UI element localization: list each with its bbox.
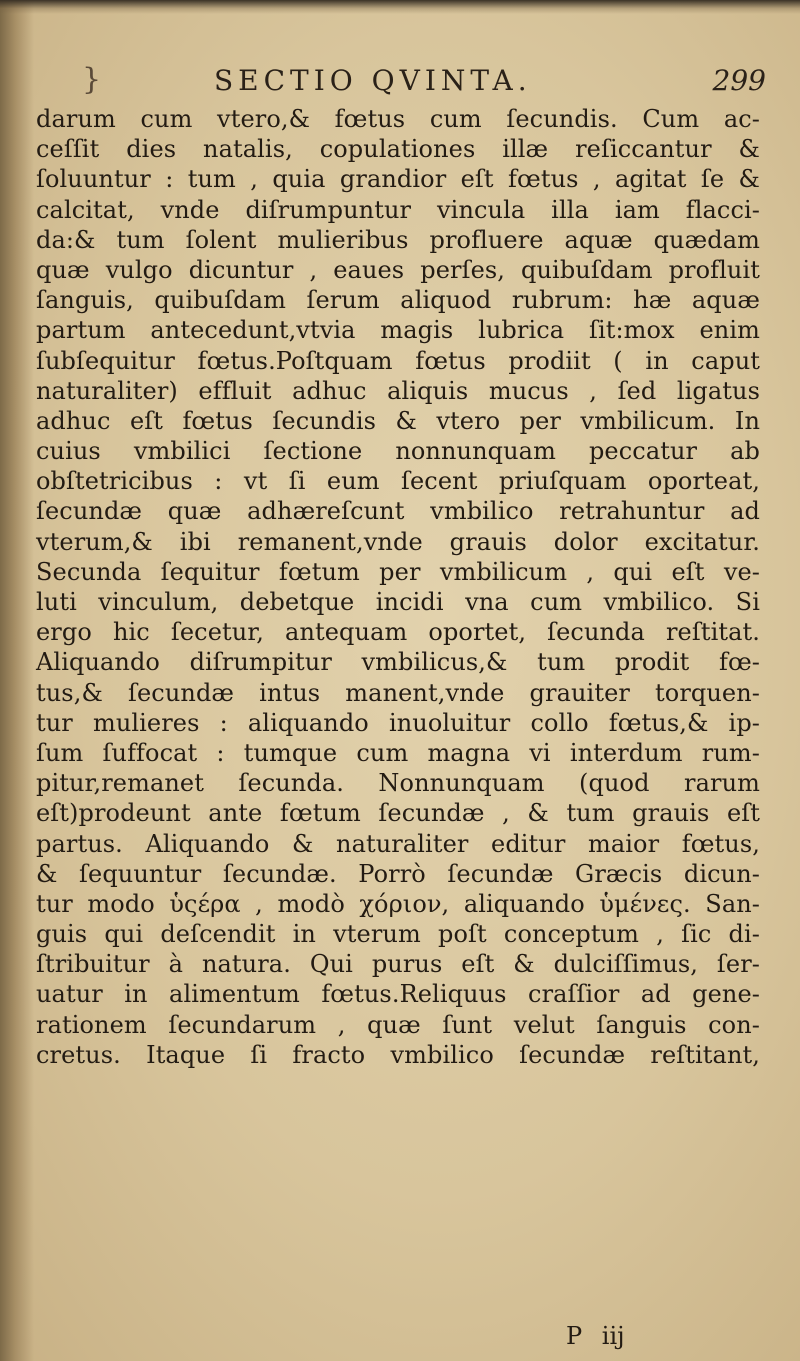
text-line: da:& tum ſolent mulieribus profluere aquæ quædam — [36, 225, 760, 254]
text-line: partus. Aliquando & naturaliter editur maior fœtus, — [36, 829, 760, 858]
text-line: ceſſit dies natalis, copulationes illæ reſiccantur & — [36, 135, 760, 164]
text-line: Secunda ſequitur fœtum per vmbilicum , qui eſt ve- — [36, 557, 760, 586]
text-line: obſtetricibus : vt ſi eum ſecent priuſquam oporteat, — [36, 467, 760, 496]
signature-line — [36, 1322, 760, 1354]
text-line: quæ vulgo dicuntur , eaues perſes, quibuſdam profluit — [36, 255, 760, 284]
page-number: 299 — [712, 64, 766, 97]
text-line: eſt)prodeunt ante fœtum ſecundæ , & tum grauis eſt — [36, 799, 760, 828]
running-head — [36, 62, 766, 102]
text-line: partum antecedunt,vtvia magis lubrica ſit:mox enim — [36, 316, 760, 345]
text-line: rationem ſecundarum , quæ ſunt velut ſanguis con- — [36, 1010, 760, 1039]
page-gutter-shadow — [0, 0, 34, 1361]
text-line: calcitat, vnde diſrumpuntur vincula illa iam flacci- — [36, 195, 760, 224]
text-line: pitur,remanet ſecunda. Nonnunquam (quod rarum — [36, 769, 760, 798]
text-line: tur modo ὑςέρα , modò χόριον, aliquando ὑμένες. San- — [36, 889, 760, 918]
text-line: vterum,& ibi remanent,vnde grauis dolor excitatur. — [36, 527, 760, 556]
text-line: ſtribuitur à natura. Qui purus eſt & dulciſſimus, ſer- — [36, 950, 760, 979]
text-line: ſubſequitur fœtus.Poſtquam fœtus prodiit ( in caput — [36, 346, 760, 375]
text-line: ſoluuntur : tum , quia grandior eſt fœtus , agitat ſe & — [36, 165, 760, 194]
text-line: cuius vmbilici ſectione nonnunquam peccatur ab — [36, 437, 760, 466]
text-line: tur mulieres : aliquando inuoluitur collo fœtus,& ip- — [36, 708, 760, 737]
text-line: uatur in alimentum fœtus.Reliquus craſſior ad gene- — [36, 980, 760, 1009]
signature-mark: P iij — [566, 1322, 625, 1350]
section-title: SECTIO QVINTA. — [214, 64, 532, 97]
text-line: guis qui deſcendit in vterum poſt conceptum , ſic di- — [36, 920, 760, 949]
page-top-edge — [0, 0, 800, 14]
text-line: ſecundæ quæ adhæreſcunt vmbilico retrahuntur ad — [36, 497, 760, 526]
text-line: adhuc eſt fœtus ſecundis & vtero per vmbilicum. In — [36, 406, 760, 435]
text-line: cretus. Itaque ſi fracto vmbilico ſecundæ reſtitant, — [36, 1040, 760, 1069]
body-text — [36, 104, 760, 1070]
text-line: Aliquando diſrumpitur vmbilicus,& tum prodit fœ- — [36, 648, 760, 677]
text-line: ergo hic ſecetur, antequam oportet, ſecunda reſtitat. — [36, 618, 760, 647]
text-line: ſum ſuffocat : tumque cum magna vi interdum rum- — [36, 738, 760, 767]
text-line: luti vinculum, debetque incidi vna cum vmbilico. Si — [36, 588, 760, 616]
text-line: tus,& ſecundæ intus manent,vnde grauiter torquen- — [36, 678, 760, 707]
text-line: & ſequuntur ſecundæ. Porrò ſecundæ Græcis dicun- — [36, 859, 760, 888]
text-line: ſanguis, quibuſdam ſerum aliquod rubrum: hæ aquæ — [36, 286, 760, 315]
text-line: naturaliter) effluit adhuc aliquis mucus , ſed ligatus — [36, 376, 760, 405]
text-line: darum cum vtero,& fœtus cum ſecundis. Cum ac- — [36, 105, 760, 133]
margin-mark: } — [82, 62, 102, 97]
